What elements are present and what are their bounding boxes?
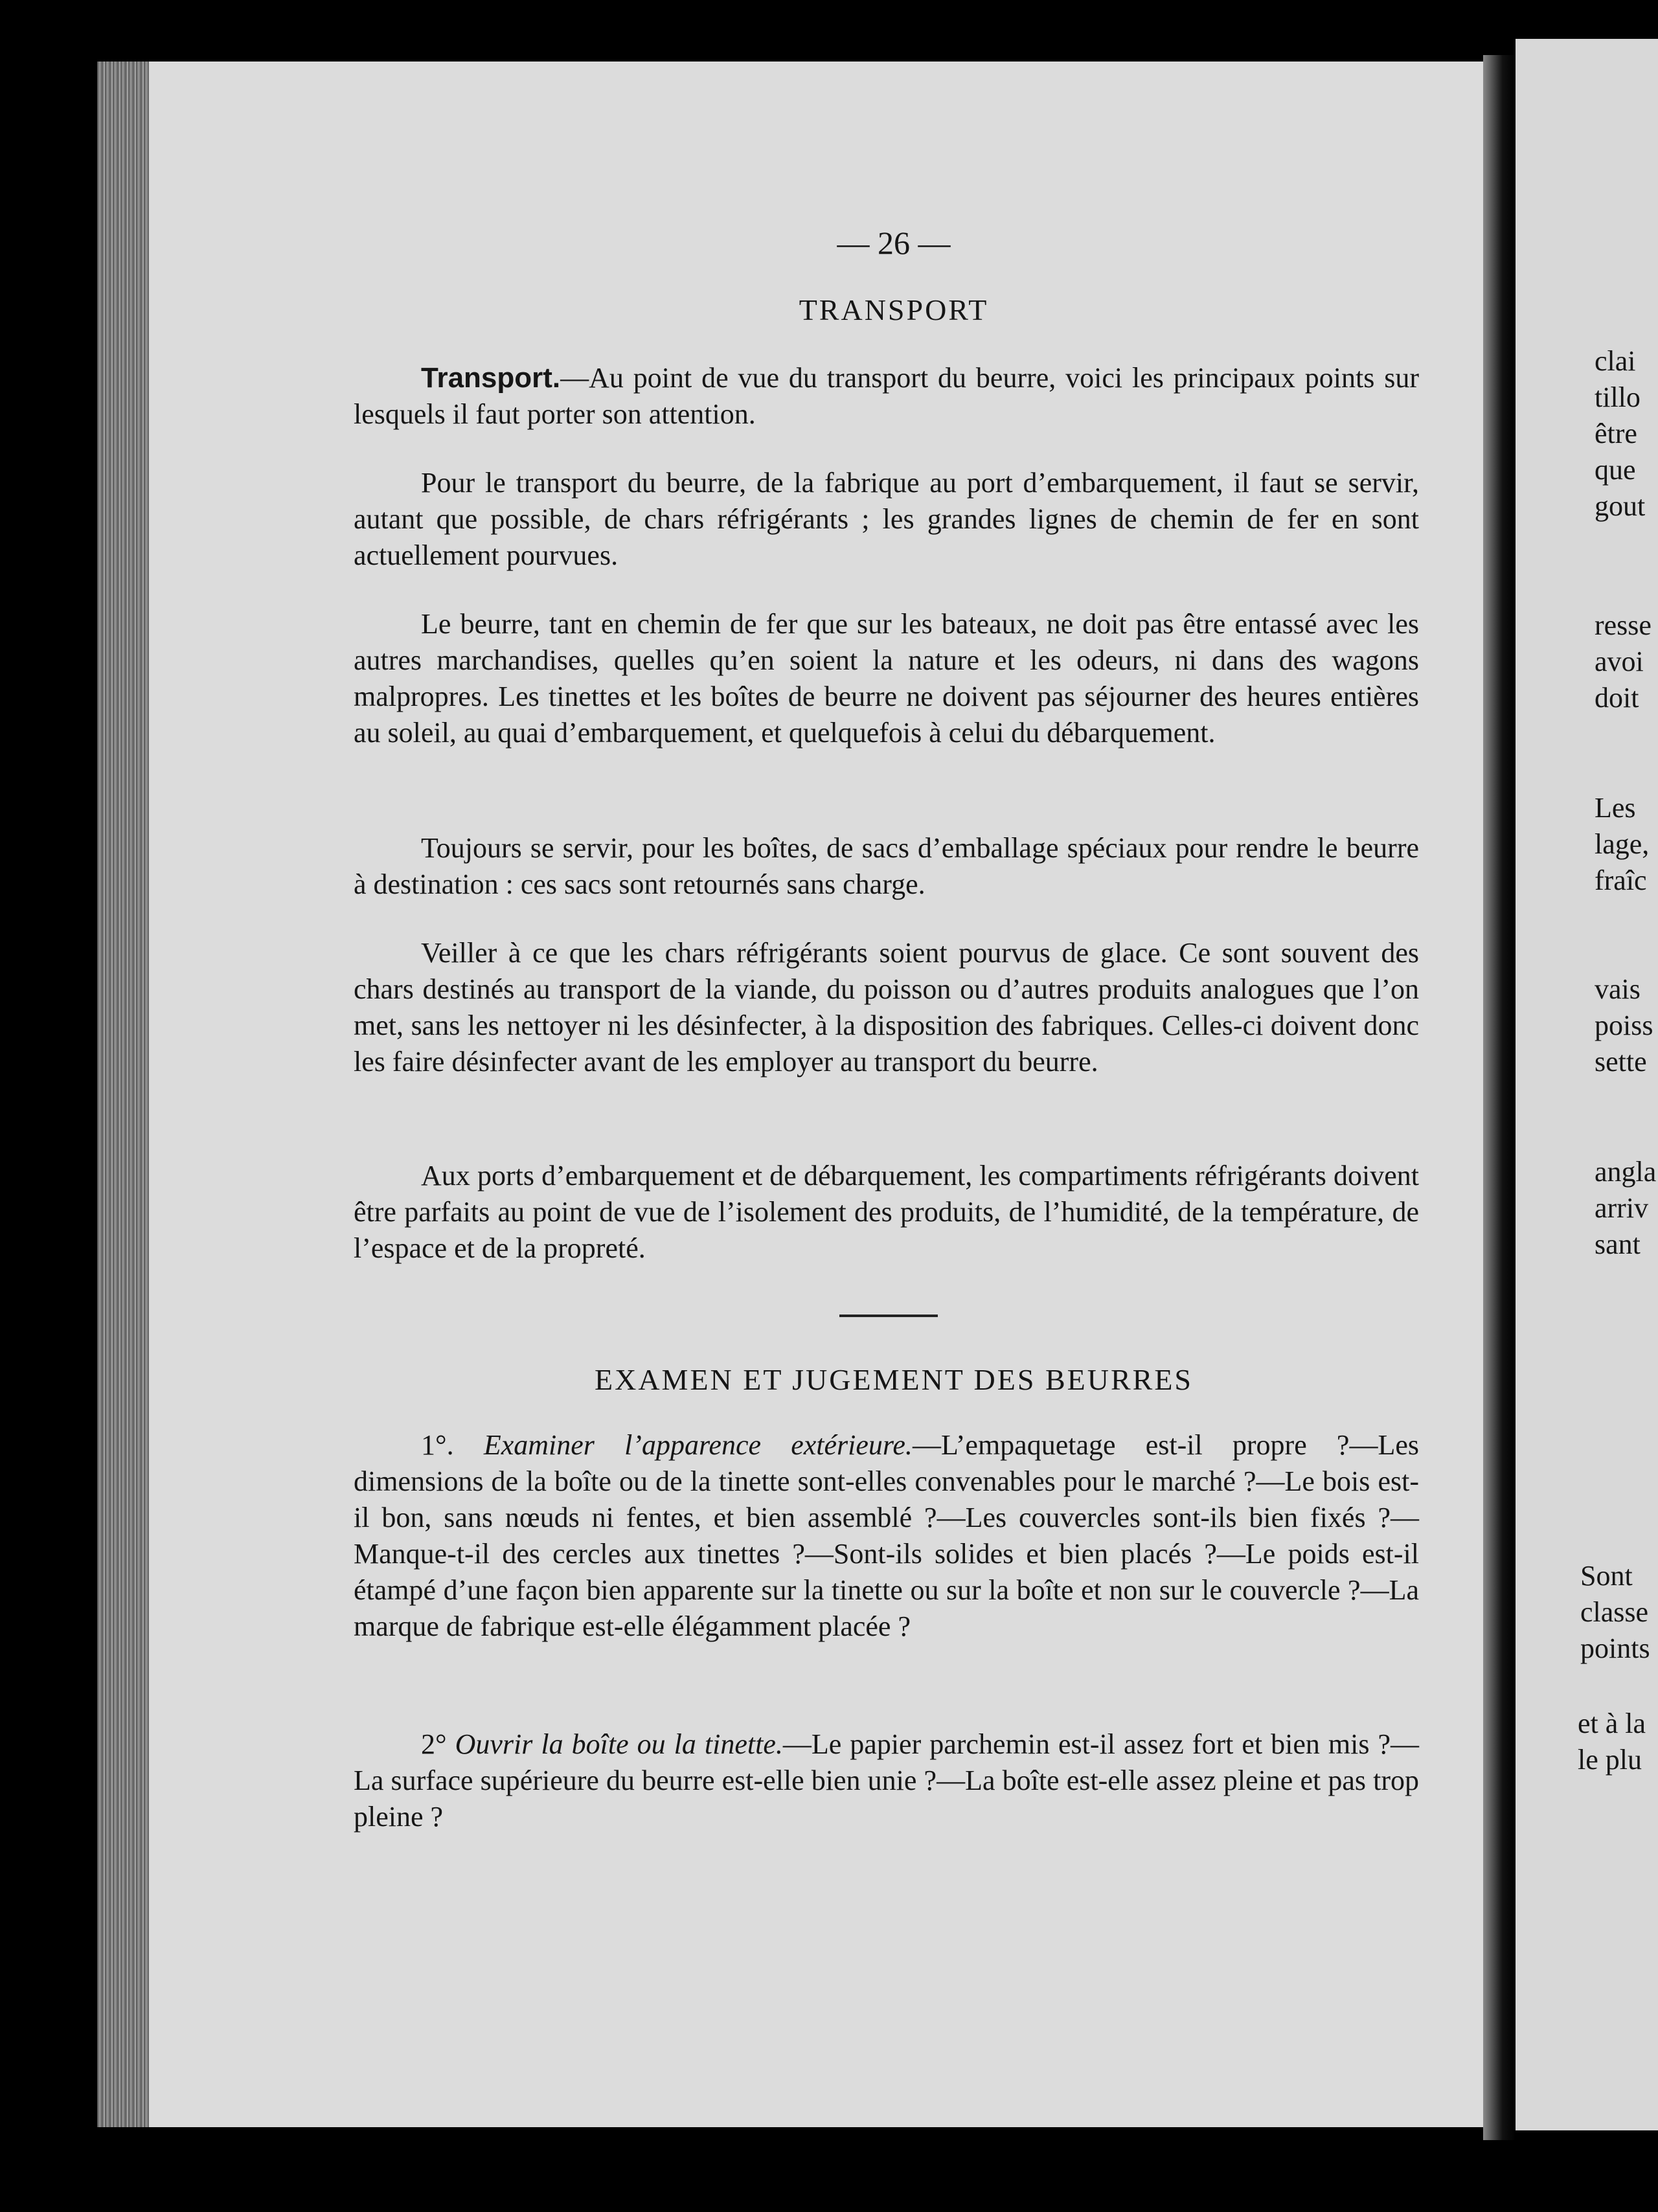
right-page-text-block-4 <box>1595 971 1658 1080</box>
paragraph-text: Aux ports d’embarquement et de débarquement, les compartiments réfrigérants doivent être parfaits au point de vue de l’isolement des produits, de l’humidité, de la température, de l’espace et de la propreté. <box>354 1160 1419 1264</box>
paragraph-text: —Le papier parchemin est-il assez fort et bien mis ?—La surface supérieure du beurre est-elle bien unie ?—La boîte est-elle assez pleine et pas trop pleine ? <box>354 1728 1419 1833</box>
paragraph-text: —Au point de vue du transport du beurre, voici les principaux points sur lesquels il faut porter son attention. <box>354 362 1419 430</box>
paragraph-transport-4 <box>354 830 1419 903</box>
fragment-line: doit <box>1595 682 1639 714</box>
right-page-text-block-7 <box>1578 1706 1658 1778</box>
fragment-line: être <box>1595 418 1637 449</box>
fragment-line: Les <box>1595 792 1636 824</box>
paragraph-text: Veiller à ce que les chars réfrigérants soient pourvus de glace. Ce sont souvent des chars destinés au transport de la viande, du poisson ou d’autres produits analogues que l’on met, sans les nettoyer ni les désinfecter, à la disposition des fabriques. Celles-ci doivent donc les faire désinfecter avant de les employer au transport du beurre. <box>354 937 1419 1078</box>
paragraph-examen-2 <box>354 1726 1419 1835</box>
fragment-line: poiss <box>1595 1010 1653 1041</box>
item-lead: Ouvrir la boîte ou la tinette. <box>455 1728 783 1760</box>
fragment-line: fraîc <box>1595 864 1647 896</box>
paragraph-text: Le beurre, tant en chemin de fer que sur les bateaux, ne doit pas être entassé avec les autres marchandises, quelles qu’en soient la nature et les odeurs, ni dans des wagons malpropres. Les tinettes et les boîtes de beurre ne doivent pas séjourner des heures entières au soleil, au quai d’embarquement, et quelquefois à celui du débarquement. <box>354 608 1419 749</box>
section-heading-transport: TRANSPORT <box>799 293 989 326</box>
fragment-line: et à la <box>1578 1708 1646 1739</box>
paragraph-transport-2 <box>354 465 1419 574</box>
page-edges <box>97 62 149 2127</box>
right-page-text-block-1 <box>1595 343 1658 525</box>
paragraph-text: Toujours se servir, pour les boîtes, de sacs d’emballage spéciaux pour rendre le beurre à destination : ces sacs sont retournés sans charge. <box>354 832 1419 900</box>
fragment-line: que <box>1595 454 1636 486</box>
paragraph-transport-6 <box>354 1158 1419 1267</box>
paragraph-lead: Transport. <box>421 362 561 394</box>
item-lead: Examiner l’apparence extérieure. <box>483 1429 913 1461</box>
right-page-text-block-3 <box>1595 790 1658 899</box>
fragment-line: angla <box>1595 1156 1657 1188</box>
fragment-line: sant <box>1595 1228 1641 1260</box>
fragment-line: lage, <box>1595 828 1650 860</box>
item-number: 2° <box>421 1728 447 1760</box>
book-gutter <box>1483 55 1516 2140</box>
page-number: — 26 — <box>837 225 951 261</box>
fragment-line: arriv <box>1595 1192 1649 1224</box>
fragment-line: gout <box>1595 490 1646 522</box>
right-page-text-block-2 <box>1595 607 1658 716</box>
fragment-line: sette <box>1595 1046 1647 1078</box>
paragraph-examen-1 <box>354 1427 1419 1645</box>
fragment-line: clai <box>1595 345 1636 377</box>
right-page-text-block-6 <box>1580 1558 1658 1667</box>
fragment-line: points <box>1580 1632 1650 1664</box>
paragraph-transport-1 <box>354 360 1419 433</box>
fragment-line: classe <box>1580 1596 1649 1628</box>
right-page-text-block-5 <box>1595 1154 1658 1263</box>
paragraph-text: —L’empaquetage est-il propre ?—Les dimensions de la boîte ou de la tinette sont-elles convenables pour le marché ?—Le bois est-il bon, sans nœuds ni fentes, et bien assemblé ?—Les couvercles sont-ils bien fixés ?—Manque-t-il des cercles aux tinettes ?—Sont-ils solides et bien placés ?—Le poids est-il étampé d’une façon bien apparente sur la tinette ou sur la boîte et non sur le couvercle ?—La marque de fabrique est-elle élégamment placée ? <box>354 1429 1419 1642</box>
fragment-line: vais <box>1595 973 1641 1005</box>
fragment-line: le plu <box>1578 1744 1642 1776</box>
paragraph-text: Pour le transport du beurre, de la fabrique au port d’embarquement, il faut se servir, autant que possible, de chars réfrigérants ; les grandes lignes de chemin de fer en sont actuellement pourvues. <box>354 467 1419 571</box>
section-divider <box>839 1315 938 1317</box>
item-number: 1°. <box>421 1429 454 1461</box>
paragraph-transport-5 <box>354 935 1419 1080</box>
fragment-line: resse <box>1595 609 1652 641</box>
fragment-line: avoi <box>1595 646 1644 677</box>
fragment-line: Sont <box>1580 1560 1633 1592</box>
paragraph-transport-3 <box>354 606 1419 751</box>
fragment-line: tillo <box>1595 381 1641 413</box>
section-heading-examen: EXAMEN ET JUGEMENT DES BEURRES <box>595 1363 1193 1396</box>
